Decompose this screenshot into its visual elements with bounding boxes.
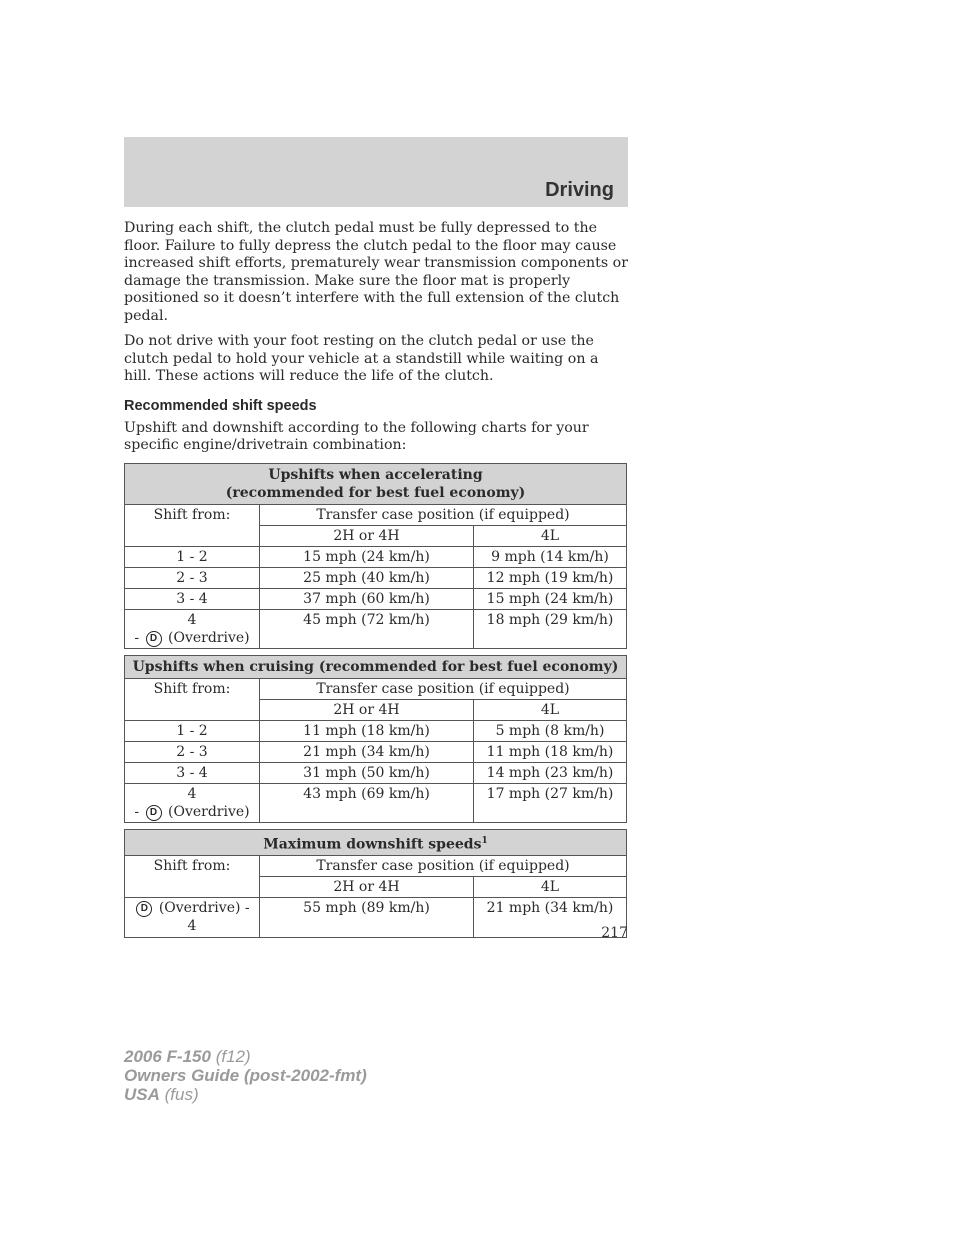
table-row (125, 567, 627, 588)
cell-shift-from: 2 - 3 (125, 741, 260, 762)
shift-from-dash: - (134, 803, 140, 820)
footer-line-guide (124, 1066, 367, 1085)
cell-4l: 21 mph (34 km/h) (474, 898, 627, 938)
col-header-2h4h: 2H or 4H (260, 525, 474, 546)
cell-2h4h: 45 mph (72 km/h) (260, 609, 474, 648)
cell-4l: 5 mph (8 km/h) (474, 720, 627, 741)
table-title-line1: Upshifts when accelerating (268, 466, 483, 483)
chapter-title: Driving (545, 179, 614, 201)
table-row (125, 762, 627, 783)
page-number: 217 (601, 925, 628, 941)
transfer-case-header: Transfer case position (if equipped) (260, 504, 627, 525)
shift-from-overdrive: (Overdrive) - (158, 900, 250, 917)
cell-shift-from: 3 - 4 (125, 588, 260, 609)
overdrive-d-icon: D (146, 805, 162, 821)
paragraph-clutch-depress: During each shift, the clutch pedal must be fully depressed to the floor. Failure to fully depress the clutch pedal to the floor may cause increased shift efforts, prematurely wear transmission components or damage the transmission. Make sure the floor mat is properly positioned so it doesn’t interfere with the full extension of the clutch pedal. (124, 220, 628, 324)
cell-2h4h: 37 mph (60 km/h) (260, 588, 474, 609)
shift-from-gear: 4 (187, 918, 197, 935)
cell-shift-from (125, 898, 260, 938)
footer-market-code: (fus) (164, 1085, 199, 1104)
table-title (125, 463, 627, 504)
col-header-4l: 4L (474, 525, 627, 546)
cell-2h4h: 43 mph (69 km/h) (260, 783, 474, 822)
table-row (125, 609, 627, 648)
cell-2h4h: 15 mph (24 km/h) (260, 546, 474, 567)
cell-shift-from (125, 609, 260, 648)
shift-from-header: Shift from: (125, 678, 260, 720)
cell-2h4h: 21 mph (34 km/h) (260, 741, 474, 762)
footnote-marker: 1 (481, 835, 488, 846)
paragraph-clutch-rest: Do not drive with your foot resting on the clutch pedal or use the clutch pedal to hold your vehicle at a standstill while waiting on a hill. These actions will reduce the life of the clutch. (124, 333, 599, 384)
shift-from-dash: - (134, 629, 140, 646)
cell-4l: 12 mph (19 km/h) (474, 567, 627, 588)
table-title: Upshifts when cruising (recommended for best fuel economy) (125, 655, 627, 678)
table-max-downshift (124, 829, 627, 939)
cell-4l: 11 mph (18 km/h) (474, 741, 627, 762)
footer-market: USA (124, 1085, 160, 1104)
cell-4l: 18 mph (29 km/h) (474, 609, 627, 648)
footer-model-code: (f12) (215, 1047, 251, 1066)
cell-shift-from (125, 783, 260, 822)
shift-from-overdrive: (Overdrive) (168, 803, 250, 820)
cell-4l: 9 mph (14 km/h) (474, 546, 627, 567)
table-row (125, 720, 627, 741)
cell-2h4h: 31 mph (50 km/h) (260, 762, 474, 783)
footer-line-model (124, 1047, 367, 1066)
col-header-2h4h: 2H or 4H (260, 877, 474, 898)
cell-2h4h: 11 mph (18 km/h) (260, 720, 474, 741)
shift-from-overdrive: (Overdrive) (168, 629, 250, 646)
table-row (125, 546, 627, 567)
shift-from-header: Shift from: (125, 504, 260, 546)
overdrive-d-icon: D (136, 901, 152, 917)
table-title-line2: (recommended for best fuel economy) (225, 484, 526, 501)
table-upshifts-cruising (124, 655, 627, 823)
shift-from-gear: 4 (187, 611, 197, 628)
col-header-2h4h: 2H or 4H (260, 699, 474, 720)
cell-4l: 17 mph (27 km/h) (474, 783, 627, 822)
cell-4l: 15 mph (24 km/h) (474, 588, 627, 609)
footer-model: 2006 F-150 (124, 1047, 211, 1066)
cell-4l: 14 mph (23 km/h) (474, 762, 627, 783)
footer-line-market (124, 1085, 367, 1104)
cell-2h4h: 25 mph (40 km/h) (260, 567, 474, 588)
col-header-4l: 4L (474, 699, 627, 720)
table-title-text: Maximum downshift speeds (263, 836, 482, 853)
cell-shift-from: 1 - 2 (125, 546, 260, 567)
col-header-4l: 4L (474, 877, 627, 898)
shift-from-header: Shift from: (125, 856, 260, 898)
table-upshifts-accelerating (124, 463, 627, 649)
cell-shift-from: 1 - 2 (125, 720, 260, 741)
footer-guide: Owners Guide (post-2002-fmt) (124, 1066, 367, 1085)
table-row (125, 783, 627, 822)
table-row (125, 898, 627, 938)
paragraph-intro: Upshift and downshift according to the following charts for your specific engine/drivetrain combination: (124, 419, 589, 453)
shift-from-gear: 4 (187, 785, 197, 802)
cell-2h4h: 55 mph (89 km/h) (260, 898, 474, 938)
overdrive-d-icon: D (146, 631, 162, 647)
document-footer (124, 1047, 367, 1104)
transfer-case-header: Transfer case position (if equipped) (260, 856, 627, 877)
chapter-header-band (124, 137, 628, 207)
table-row (125, 588, 627, 609)
page-content (124, 220, 628, 944)
table-title (125, 829, 627, 856)
table-row (125, 741, 627, 762)
section-title: Recommended shift speeds (124, 397, 317, 414)
cell-shift-from: 3 - 4 (125, 762, 260, 783)
transfer-case-header: Transfer case position (if equipped) (260, 678, 627, 699)
cell-shift-from: 2 - 3 (125, 567, 260, 588)
